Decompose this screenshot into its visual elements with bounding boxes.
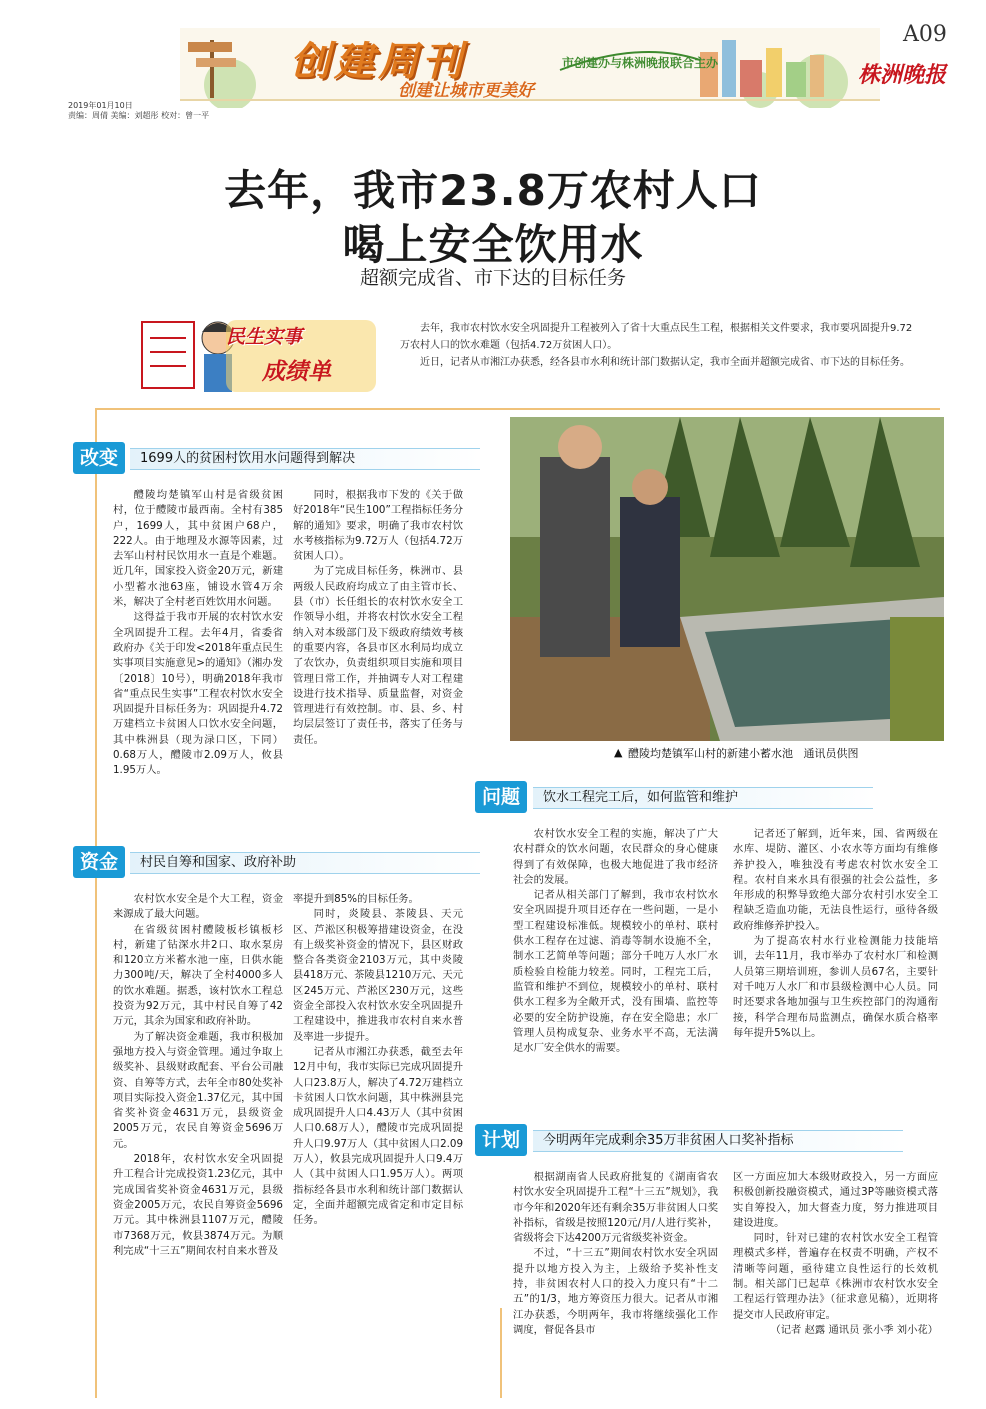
plan-byline: （记者 赵露 通讯员 张小季 刘小花） — [770, 1323, 938, 1336]
frame-top — [95, 408, 940, 410]
section-tag-funding: 资金 — [73, 846, 125, 878]
lead-paragraph — [400, 320, 920, 371]
funding-c1-p4: 2018年，农村饮水安全巩固提升工程合计完成投资1.23亿元，其中完成国省奖补资金4631万元，县级资金2005万元，农民自筹资金5696万元。其中株洲县1107万元，醴陵市7368万元，攸县3874万元。为顺利完成“十三五”期间农村自来水普及 — [113, 1153, 283, 1257]
headline-line-1: 去年，我市23.8万农村人口 — [224, 166, 762, 215]
change-column-2 — [293, 488, 463, 748]
photo-caption — [628, 745, 859, 761]
problem-c1-p2: 记者从相关部门了解到，我市农村饮水安全巩固提升项目还存在一些问题，一是小型工程建设标准低。规模较小的单村、联村供水工程存在过滤、消毒等制水设施不全，制水工艺简单等问题；部分千吨万人水厂水质检验自检能力较差。同时，工程完工后，监管和维护不到位，规模较小的单村、联村供水工程多为全敞开式，没有围墙、监控等必要的安全防护设施，存在安全隐患；水厂管理人员构成复杂、业务水平不高，无法满足水厂安全供水的需要。 — [513, 889, 718, 1055]
change-c1-p2: 这得益于我市开展的农村饮水安全巩固提升工程。去年4月，省委省政府办《关于印发<2018年重点民生实事项目实施意见>的通知》（湘办发〔2018〕10号），明确2018年我市省“重点民生实事”工程农村饮水安全巩固提升目标任务为：巩固提升4.72万建档立卡贫困人口饮水安全问题，其中株洲县（现为渌口区，下同）0.68万人，醴陵市2.09万人，攸县1.95万人。 — [113, 611, 283, 777]
section-tag-problem: 问题 — [475, 781, 527, 813]
water-tank-photo-icon — [510, 417, 944, 741]
problem-column-2 — [733, 827, 938, 1041]
plan-c2-p2: 同时，针对已建的农村饮水安全工程管理模式多样，普遍存在权责不明确，产权不清晰等问题，亟待建立良性运行的长效机制。相关部门已起草《株洲市农村饮水安全工程运行管理办法》（征求意见稿），近期将提交市人民政府审定。 — [733, 1232, 938, 1321]
plan-column-1 — [513, 1170, 718, 1338]
funding-c1-p3: 为了解决资金难题，我市积极加强地方投入与资金管理。通过争取上级奖补、县级财政配套、平台公司融资、自筹等方式，去年全市80处奖补项目实际投入资金1.37亿元，其中国省奖补资金4631万元，县级资金2005万元，农民自筹资金5696万元。 — [113, 1030, 283, 1150]
change-c1-p1: 醴陵均楚镇军山村是省级贫困村，位于醴陵市最西南。全村有385户，1699人，其中贫困户68户，222人。由于地理及水源等因素，过去军山村村民饮用水一直是个难题。近几年，国家投入资金20万元，新建小型蓄水池63座，铺设水管4万余米，解决了全村老百姓饮用水问题。 — [113, 489, 283, 609]
funding-column-2 — [293, 892, 463, 1229]
change-c2-p2: 为了完成目标任务，株洲市、县两级人民政府均成立了由主管市长、县（市）长任组长的农村饮水安全工作领导小组，并将农村饮水安全工程纳入对本级部门及下级政府绩效考核的重要内容，各县市区水利局均成立了农饮办，负责组织项目实施和项目管理日常工作，并抽调专人对工程建设进行技术指导、质量监督，对资金管理进行有效控制。市、县、乡、村均层层签订了责任书，落实了任务与责任。 — [293, 565, 463, 746]
badge-illustration — [138, 300, 378, 400]
subtitle: 超额完成省、市下达的目标任务 — [359, 267, 626, 289]
section-title-problem: 饮水工程完工后，如何监管和维护 — [533, 787, 873, 809]
plan-c1-p1: 根据湖南省人民政府批复的《湖南省农村饮水安全巩固提升工程“十三五”规划》，我市今年和2020年还有剩余35万非贫困人口奖补指标，省级是按照120元/月/人进行奖补，省级将会下达4200万元省级奖补资金。 — [513, 1171, 718, 1245]
column-slogan: 创建让城市更美好 — [398, 81, 534, 101]
headline-line-2: 喝上安全饮用水 — [342, 220, 644, 269]
plan-c1-p2: 不过，“十三五”期间农村饮水安全巩固提升以地方投入为主，上级给予奖补性支持，非贫困农村人口的投入力度只有“十二五”的1/3，地方筹资压力很大。记者从市湘江办获悉，今明两年，我市将继续强化工作调度，督促各县市 — [513, 1247, 718, 1336]
funding-c2-p2: 同时，炎陵县、茶陵县、天元区、芦淞区积极筹措建设资金，在没有上级奖补资金的情况下，县区财政整合各类资金2103万元，其中炎陵县418万元、茶陵县1210万元、天元区245万元、芦淞区230万元，这些资金全部投入农村饮水安全巩固提升工程建设中，推进我市农村自来水普及率进一步提升。 — [293, 908, 463, 1043]
page-number: A09 — [903, 22, 947, 47]
co-host-text: 市创建办与株洲晚报联合主办 — [562, 56, 719, 70]
problem-c2-p1: 记者还了解到，近年来，国、省两级在水库、堤防、灌区、小农水等方面均有维修养护投入，唯独没有考虑农村饮水安全工程。农村自来水具有很强的社会公益性，多年形成的积弊导致绝大部分农村引水安全工程缺乏造血功能，无法良性运行，亟待各级政府维修养护投入。 — [733, 828, 938, 932]
lead-p1: 去年，我市农村饮水安全巩固提升工程被列入了省十大重点民生工程，根据相关文件要求，我市要巩固提升9.72万农村人口的饮水难题（包括4.72万贫困人口）。 — [400, 323, 913, 351]
change-c2-p1: 同时，根据我市下发的《关于做好2018年“民生100”工程指标任务分解的通知》要求，明确了我市农村饮水考核指标为9.72万人（包括4.72万贫困人口）。 — [293, 489, 463, 563]
plan-column-2 — [733, 1170, 938, 1338]
problem-c2-p2: 为了提高农村水行业检测能力技能培训，去年11月，我市举办了农村水厂和检测人员第三期培训班，参训人员67名，主要针对千吨万人水厂和市县级检测中心人员。同时还要求各地加强与卫生疾控部门的沟通衔接，科学合理布局监测点，确保水质合格率每年提升5%以上。 — [733, 935, 938, 1039]
paper-logo: 株洲晚报 — [858, 62, 947, 88]
news-photo — [510, 417, 944, 741]
section-title-change: 1699人的贫困村饮用水问题得到解决 — [130, 448, 480, 470]
caption-triangle-icon: ▲ — [614, 746, 623, 759]
lead-p2: 近日，记者从市湘江办获悉，经各县市水利和统计部门数据认定，我市全面并超额完成省、市下达的目标任务。 — [420, 357, 910, 368]
problem-column-1 — [513, 827, 718, 1056]
funding-c2-p1: 率提升到85%的目标任务。 — [293, 893, 419, 905]
funding-c2-p3: 记者从市湘江办获悉，截至去年12月中旬，我市实际已完成巩固提升人口23.8万人，解决了4.72万建档立卡贫困人口饮水问题，其中株洲县完成巩固提升人口4.43万人（其中贫困人口0.68万人），醴陵市完成巩固提升人口9.97万人（其中贫困人口2.09万人），攸县完成巩固提升人口9.4万人（其中贫困人口1.95万人）。两项指标经各县市水利和统计部门数据认定，全面并超额完成省定和市定目标任务。 — [293, 1045, 463, 1227]
frame-divider — [500, 1308, 502, 1398]
badge-subtitle: 成绩单 — [262, 359, 331, 385]
funding-c1-p2: 在省级贫困村醴陵板杉镇板杉村，新建了钻深水井2口、取水泵房和120立方米蓄水池一座，日供水能力300吨/天，解决了全村4000多人的饮水难题。据悉，该村饮水工程总投资为92万元，其中村民自筹了42万元，其余为国家和政府补助。 — [113, 923, 283, 1028]
editors-credit: 责编：周倩 美编：刘超彤 校对：曾一平 — [68, 111, 210, 120]
reporter-cartoon-icon — [138, 300, 378, 400]
funding-c1-p1: 农村饮水安全是个大工程，资金来源成了最大问题。 — [113, 893, 283, 921]
badge-title: 民生实事 — [226, 326, 303, 348]
caption-text: 醴陵均楚镇军山村的新建小蓄水池 — [628, 747, 793, 760]
change-column-1 — [113, 488, 283, 779]
section-tag-plan: 计划 — [475, 1124, 527, 1156]
column-title: 创建周刊 — [290, 39, 466, 85]
section-title-plan: 今明两年完成剩余35万非贫困人口奖补指标 — [533, 1130, 903, 1152]
issue-date: 2019年01月10日 — [68, 101, 133, 110]
problem-c1-p1: 农村饮水安全工程的实施，解决了广大农村群众的饮水问题，农民群众的身心健康得到了有效保障，也极大地促进了我市经济社会的发展。 — [513, 828, 718, 886]
funding-column-1 — [113, 892, 283, 1259]
section-tag-change: 改变 — [73, 442, 125, 474]
section-title-funding: 村民自筹和国家、政府补助 — [130, 852, 480, 874]
frame-left — [95, 408, 97, 1398]
caption-credit: 通讯员供图 — [803, 747, 859, 760]
plan-c2-p1: 区一方面应加大本级财政投入，另一方面应积极创新投融资模式，通过3P等融资模式落实自筹投入，加大督查力度，努力推进项目建设进度。 — [733, 1171, 938, 1229]
